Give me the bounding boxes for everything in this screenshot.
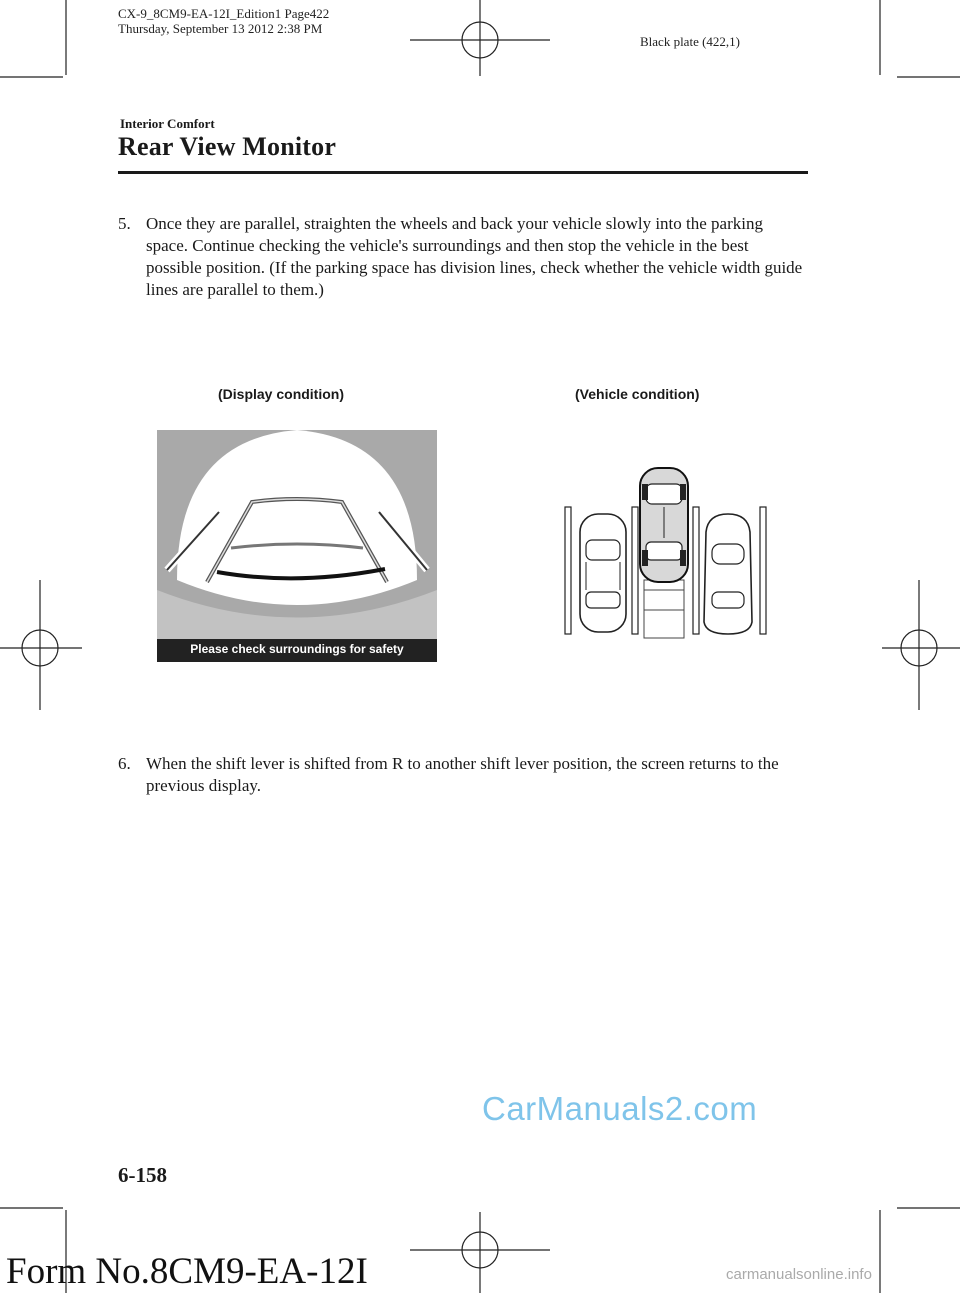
step-number: 6. — [118, 754, 131, 773]
title-rule — [118, 171, 808, 174]
document-id: CX-9_8CM9-EA-12I_Edition1 Page422 — [118, 6, 330, 21]
step-text: When the shift lever is shifted from R to another shift lever position, the screen returns to the previous display. — [146, 754, 779, 795]
vehicle-condition-caption: (Vehicle condition) — [575, 386, 700, 402]
watermark-logo: CarManuals2.com — [482, 1090, 758, 1127]
display-condition-caption: (Display condition) — [218, 386, 344, 402]
step-5 — [118, 213, 808, 301]
step-number: 5. — [118, 214, 131, 233]
step-text: Once they are parallel, straighten the wheels and back your vehicle slowly into the parking space. Continue checking the vehicle's surroundings and then stop the vehicle in the best possible position. (If the parking space has division lines, check whether the vehicle width guide lines are parallel to them.) — [146, 214, 803, 299]
right-car — [704, 514, 752, 634]
footer-watermark: carmanualsonline.info — [726, 1266, 872, 1283]
registration-mark-bottom — [410, 1212, 550, 1302]
registration-mark-top — [410, 0, 550, 90]
print-timestamp: Thursday, September 13 2012 2:38 PM — [118, 21, 323, 36]
page-title: Rear View Monitor — [118, 132, 337, 161]
registration-mark-right — [874, 580, 960, 720]
section-heading: Interior Comfort — [120, 116, 215, 131]
form-number: Form No.8CM9-EA-12I — [6, 1251, 368, 1292]
document-meta — [118, 6, 329, 36]
plate-info: Black plate (422,1) — [640, 34, 740, 49]
vehicle-condition-illustration — [560, 462, 780, 640]
registration-mark-left — [0, 580, 90, 720]
step-6 — [118, 753, 808, 797]
page-number: 6-158 — [118, 1163, 167, 1187]
monitor-message: Please check surroundings for safety — [190, 642, 404, 656]
center-car — [640, 468, 688, 582]
left-car — [580, 514, 626, 632]
monitor-display-illustration — [157, 430, 437, 662]
